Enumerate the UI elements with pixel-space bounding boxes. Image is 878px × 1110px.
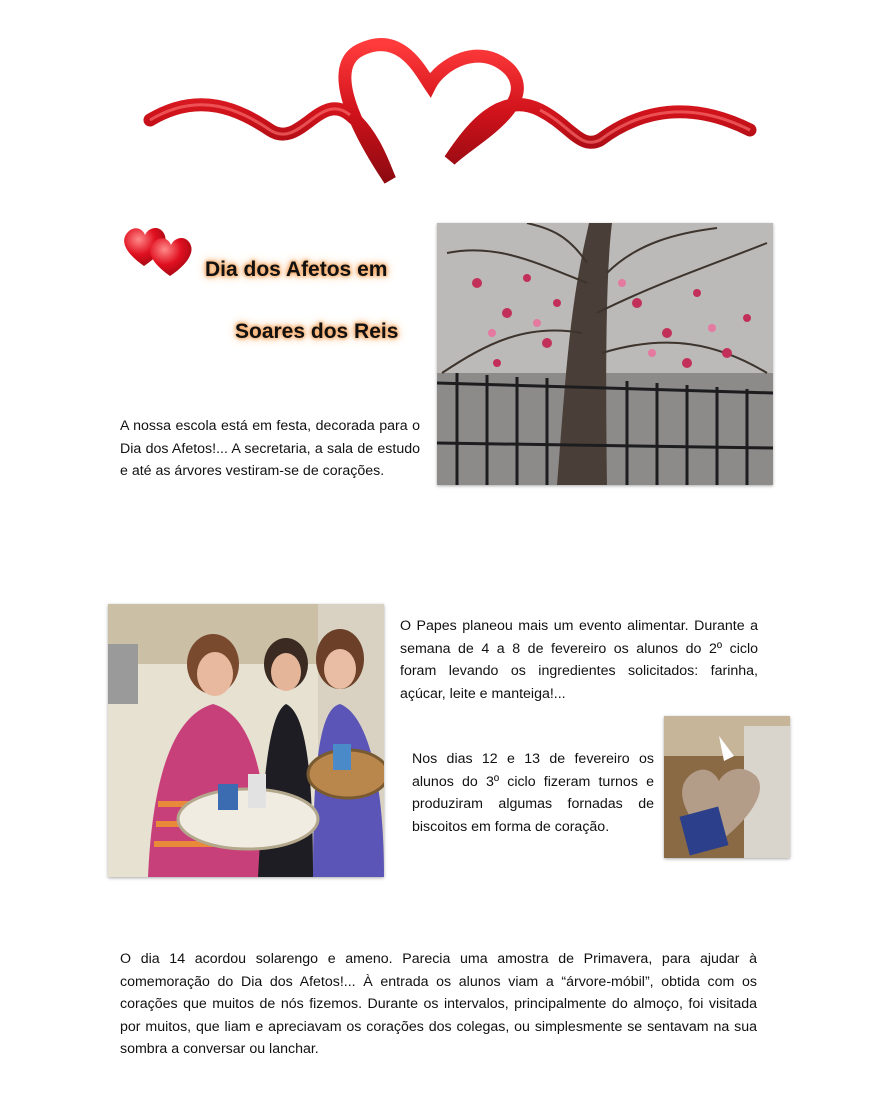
photo-decorated-tree [437,223,773,485]
ribbon-heart-decoration [120,30,760,190]
photo-heart-biscuit [664,716,790,858]
intro-paragraph: A nossa escola está em festa, decorada para o Dia dos Afetos!... A secretaria, a sala de estudo e até as árvores vestiram-se de corações. [120,418,420,479]
photo-students-with-baskets [108,604,384,877]
closing-paragraph: O dia 14 acordou solarengo e ameno. Parecia uma amostra de Primavera, para ajudar à comemoração do Dia dos Afetos!... À entrada os alunos viam a “árvore-móbil”, obtida com os corações que muitos de nós fizemos. Durante os intervalos, principalmente do almoço, foi visitada por muitos, que liam e apreciavam os corações dos colegas, ou simplesmente se sentavam na sua sombra a conversar ou lanchar. [120,951,757,1057]
page-title-line-1: Dia dos Afetos em [205,258,388,281]
page-title-line-2: Soares dos Reis [235,320,399,343]
biscuits-paragraph: Nos dias 12 e 13 de fevereiro os alunos do 3º ciclo fizeram turnos e produziram algumas fornadas de biscoitos em forma de coração. [412,751,654,835]
papes-paragraph: O Papes planeou mais um evento alimentar. Durante a semana de 4 a 8 de fevereiro os alunos do 2º ciclo foram levando os ingredientes solicitados: farinha, açúcar, leite e manteiga!... [400,618,758,702]
hearts-icon [118,222,204,280]
